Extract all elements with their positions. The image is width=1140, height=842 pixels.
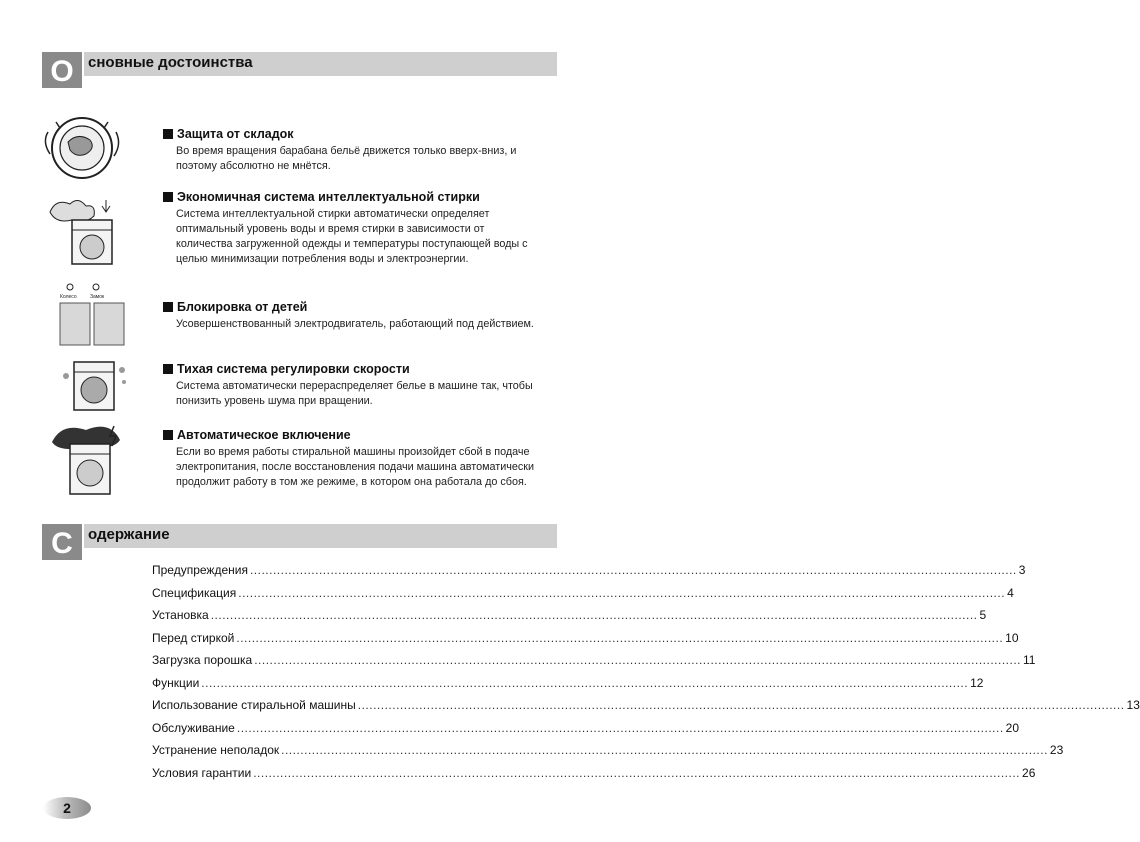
drum-icon — [38, 112, 126, 182]
toc-page: 4 — [1007, 585, 1014, 600]
lock-right-label: Замок — [90, 294, 105, 300]
toc-entry[interactable] — [152, 585, 1014, 609]
toc-leader: ........................................................................................................................................................................................................ — [254, 653, 1021, 667]
toc-title: Установка — [152, 608, 209, 622]
toc-leader: ........................................................................................................................................................................................................ — [357, 698, 1125, 712]
bullet-square — [163, 302, 173, 312]
toc-title: Условия гарантии — [152, 765, 252, 780]
toc-entry[interactable] — [152, 675, 984, 699]
section-initial-letter: С — [40, 522, 84, 562]
feature-description: Усовершенствованный электродвигатель, работающий под действием. — [176, 318, 534, 330]
feature-title: Защита от складок — [177, 127, 294, 141]
smart-wash-icon — [40, 192, 126, 272]
toc-title: Загрузка порошка — [152, 653, 253, 667]
toc-page: 10 — [1005, 630, 1019, 645]
toc-entry[interactable] — [152, 653, 1036, 676]
feature-description: Система интеллектуальной стирки автоматически определяет оптимальный уровень воды и время стирки в зависимости от количества загруженной одежды и температуры поступающей воды с целью минимизации потребления воды и электроэнергии. — [176, 208, 528, 265]
toc-leader: ........................................................................................................................................................................................................ — [238, 585, 1006, 600]
feature-item — [163, 126, 543, 174]
section-title: сновные достоинства — [88, 54, 253, 71]
bullet-square — [163, 364, 173, 374]
toc-entry[interactable] — [152, 720, 1020, 744]
toc-title: Использование стиральной машины — [152, 698, 356, 712]
quiet-washer-icon — [58, 356, 130, 414]
toc-leader: ........................................................................................................................................................................................................ — [253, 765, 1021, 780]
toc-page: 12 — [970, 675, 984, 690]
toc-entry[interactable] — [152, 563, 1026, 586]
toc-page: 3 — [1018, 563, 1026, 577]
feature-item — [163, 427, 543, 490]
toc-entry[interactable] — [152, 608, 987, 631]
toc-leader: ........................................................................................................................................................................................................ — [210, 608, 978, 622]
toc-title: Устранение неполадок — [152, 743, 280, 757]
toc-leader: ........................................................................................................................................................................................................ — [201, 675, 969, 690]
feature-description: Система автоматически перераспределяет белье в машине так, чтобы понизить уровень шума при вращении. — [176, 380, 533, 407]
toc-leader: ........................................................................................................................................................................................................ — [281, 743, 1048, 757]
toc-entry[interactable] — [152, 743, 1064, 766]
toc-page: 11 — [1023, 653, 1036, 667]
toc-page: 20 — [1005, 720, 1020, 735]
feature-title: Тихая система регулировки скорости — [177, 362, 410, 376]
auto-restart-icon — [44, 420, 130, 500]
toc-title: Функции — [152, 675, 200, 690]
lock-left-label: Колесо — [60, 294, 77, 300]
feature-title: Блокировка от детей — [177, 300, 308, 314]
toc-leader: ........................................................................................................................................................................................................ — [249, 563, 1017, 577]
toc-page: 26 — [1022, 765, 1036, 780]
feature-item — [163, 361, 543, 409]
section-header-features — [40, 52, 557, 88]
toc-title: Предупреждения — [152, 563, 248, 577]
toc-entry[interactable] — [152, 698, 1140, 721]
toc-leader: ........................................................................................................................................................................................................ — [236, 720, 1004, 735]
bullet-square — [163, 192, 173, 202]
feature-item — [163, 189, 543, 267]
toc-title: Перед стиркой — [152, 630, 235, 645]
section-title: одержание — [88, 526, 170, 543]
child-lock-icon — [58, 283, 130, 349]
toc-entry[interactable] — [152, 630, 1019, 654]
feature-title: Экономичная система интеллектуальной стирки — [177, 190, 480, 204]
toc-page: 5 — [979, 608, 987, 622]
toc-leader: ........................................................................................................................................................................................................ — [236, 630, 1004, 645]
bullet-square — [163, 430, 173, 440]
toc-page: 23 — [1049, 743, 1064, 757]
toc-title: Спецификация — [152, 585, 237, 600]
toc-page: 13 — [1126, 698, 1140, 712]
toc-title: Обслуживание — [152, 720, 235, 735]
toc-entry[interactable] — [152, 765, 1036, 789]
bullet-square — [163, 129, 173, 139]
feature-item — [163, 299, 543, 332]
section-header-contents — [40, 524, 557, 560]
page-number-badge — [42, 796, 92, 820]
section-initial-letter: О — [40, 50, 84, 90]
table-of-contents — [152, 563, 1140, 788]
page-number: 2 — [63, 800, 71, 816]
feature-description: Если во время работы стиральной машины произойдет сбой в подаче электропитания, после восстановления подачи машина автоматически продолжит работу в том же режиме, в котором она работала до сбоя. — [176, 446, 535, 488]
feature-title: Автоматическое включение — [177, 428, 351, 442]
feature-description: Во время вращения барабана бельё движется только вверх-вниз, и поэтому абсолютно не мнётся. — [176, 145, 517, 172]
